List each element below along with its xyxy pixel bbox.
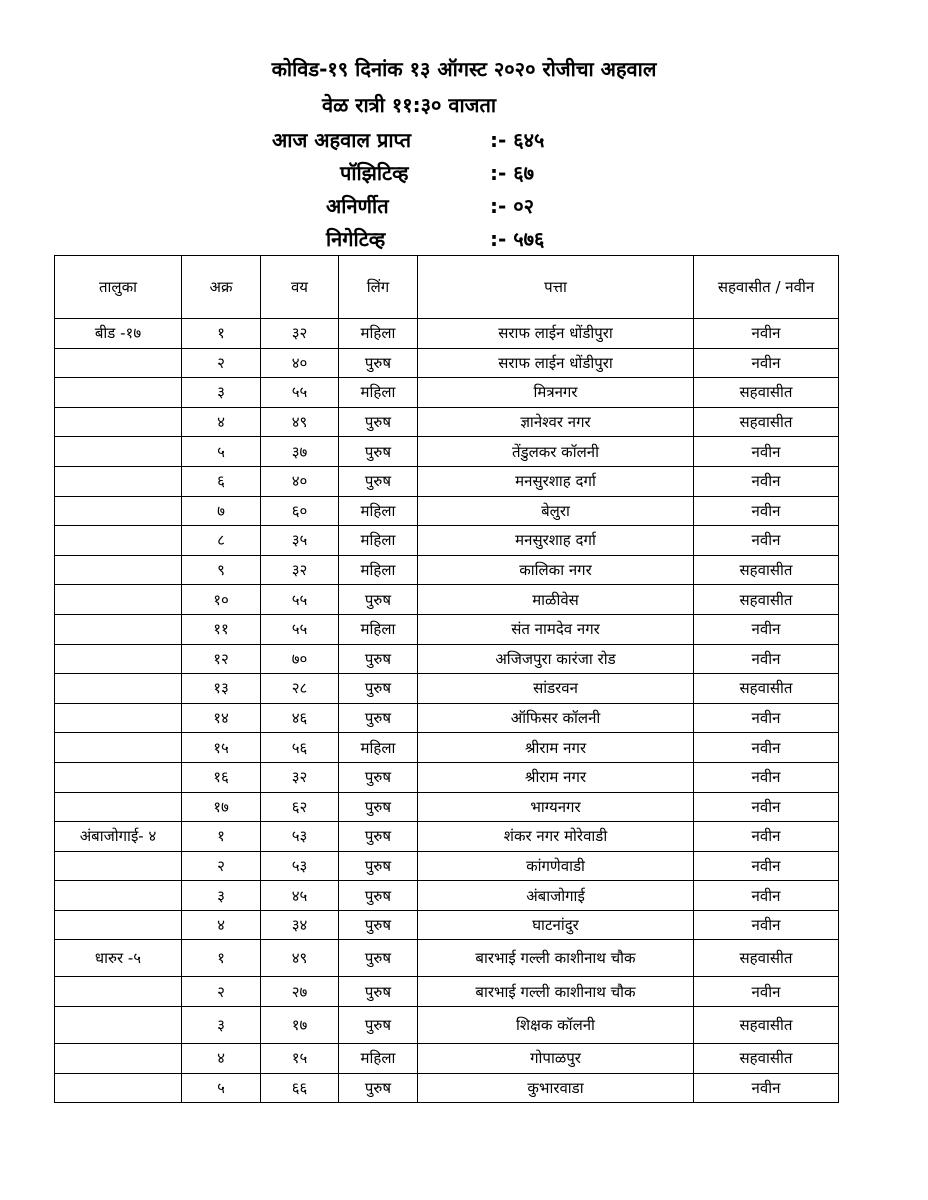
cell-status: नवीन bbox=[694, 703, 839, 733]
cell-address: सराफ लाईन धोंडीपुरा bbox=[418, 348, 694, 378]
cell-address: कांगणेवाडी bbox=[418, 851, 694, 881]
cell-status: सहवासीत bbox=[694, 407, 839, 437]
cell-serial: १४ bbox=[182, 703, 261, 733]
cell-taluka bbox=[55, 348, 182, 378]
cell-serial: ६ bbox=[182, 466, 261, 496]
cell-age: ४९ bbox=[261, 407, 339, 437]
cell-gender: महिला bbox=[339, 526, 418, 556]
cell-serial: १ bbox=[182, 822, 261, 852]
cell-serial: ८ bbox=[182, 526, 261, 556]
cell-gender: पुरुष bbox=[339, 1073, 418, 1103]
table-row bbox=[55, 466, 839, 496]
cell-status: नवीन bbox=[694, 496, 839, 526]
cell-taluka bbox=[55, 1044, 182, 1074]
cell-age: ५६ bbox=[261, 733, 339, 763]
cell-gender: महिला bbox=[339, 733, 418, 763]
cell-address: सराफ लाईन धोंडीपुरा bbox=[418, 319, 694, 349]
cell-taluka bbox=[55, 585, 182, 615]
cell-taluka: बीड -१७ bbox=[55, 319, 182, 349]
stat-received-label: आज अहवाल प्राप्त bbox=[272, 128, 412, 152]
cell-gender: पुरुष bbox=[339, 822, 418, 852]
cell-address: शिक्षक कॉलनी bbox=[418, 1007, 694, 1044]
cell-gender: महिला bbox=[339, 555, 418, 585]
cell-serial: ४ bbox=[182, 407, 261, 437]
col-header-gender: लिंग bbox=[339, 256, 418, 319]
table-body bbox=[55, 319, 839, 1103]
cell-age: ४० bbox=[261, 348, 339, 378]
table-row bbox=[55, 526, 839, 556]
cell-serial: १ bbox=[182, 319, 261, 349]
cell-address: भाग्यनगर bbox=[418, 792, 694, 822]
cell-address: बारभाई गल्ली काशीनाथ चौक bbox=[418, 940, 694, 977]
cell-taluka bbox=[55, 407, 182, 437]
table-row bbox=[55, 496, 839, 526]
cell-status: सहवासीत bbox=[694, 940, 839, 977]
table-row bbox=[55, 1073, 839, 1103]
cell-age: ६६ bbox=[261, 1073, 339, 1103]
cell-address: श्रीराम नगर bbox=[418, 762, 694, 792]
cell-status: सहवासीत bbox=[694, 585, 839, 615]
cell-status: नवीन bbox=[694, 644, 839, 674]
cell-address: माळीवेस bbox=[418, 585, 694, 615]
table-header-row bbox=[55, 256, 839, 319]
cell-address: गोपाळपुर bbox=[418, 1044, 694, 1074]
cell-age: ६० bbox=[261, 496, 339, 526]
cell-age: ३५ bbox=[261, 526, 339, 556]
cell-serial: ३ bbox=[182, 1007, 261, 1044]
col-header-serial: अक्र bbox=[182, 256, 261, 319]
cell-taluka bbox=[55, 703, 182, 733]
table-row bbox=[55, 585, 839, 615]
cell-gender: महिला bbox=[339, 496, 418, 526]
cell-taluka bbox=[55, 792, 182, 822]
cell-gender: महिला bbox=[339, 614, 418, 644]
cell-status: सहवासीत bbox=[694, 1044, 839, 1074]
cell-gender: पुरुष bbox=[339, 1007, 418, 1044]
cell-gender: पुरुष bbox=[339, 585, 418, 615]
cell-address: श्रीराम नगर bbox=[418, 733, 694, 763]
table-row bbox=[55, 644, 839, 674]
cell-status: नवीन bbox=[694, 792, 839, 822]
col-header-address: पत्ता bbox=[418, 256, 694, 319]
table-row bbox=[55, 1044, 839, 1074]
cell-serial: २ bbox=[182, 851, 261, 881]
cell-status: सहवासीत bbox=[694, 674, 839, 704]
cell-status: सहवासीत bbox=[694, 1007, 839, 1044]
cell-age: ५५ bbox=[261, 378, 339, 408]
cell-address: ज्ञानेश्वर नगर bbox=[418, 407, 694, 437]
cell-age: ५३ bbox=[261, 822, 339, 852]
cell-gender: पुरुष bbox=[339, 466, 418, 496]
cell-age: ५३ bbox=[261, 851, 339, 881]
table-row bbox=[55, 378, 839, 408]
cell-address: संत नामदेव नगर bbox=[418, 614, 694, 644]
cell-gender: पुरुष bbox=[339, 644, 418, 674]
cell-address: बारभाई गल्ली काशीनाथ चौक bbox=[418, 977, 694, 1007]
cell-status: सहवासीत bbox=[694, 555, 839, 585]
cell-taluka bbox=[55, 496, 182, 526]
cell-age: ४९ bbox=[261, 940, 339, 977]
cell-address: घाटनांदुर bbox=[418, 910, 694, 940]
cell-taluka bbox=[55, 977, 182, 1007]
table-row bbox=[55, 703, 839, 733]
table-row bbox=[55, 910, 839, 940]
stat-positive-label: पॉझिटिव्ह bbox=[340, 161, 409, 185]
cell-status: नवीन bbox=[694, 733, 839, 763]
cell-status: नवीन bbox=[694, 1073, 839, 1103]
table-row bbox=[55, 881, 839, 911]
cell-address: ऑफिसर कॉलनी bbox=[418, 703, 694, 733]
cell-taluka bbox=[55, 674, 182, 704]
table-row bbox=[55, 940, 839, 977]
cell-address: तेंडुलकर कॉलनी bbox=[418, 437, 694, 467]
cell-age: ३२ bbox=[261, 762, 339, 792]
cell-status: नवीन bbox=[694, 348, 839, 378]
cell-age: ५५ bbox=[261, 614, 339, 644]
cell-taluka bbox=[55, 378, 182, 408]
cell-taluka bbox=[55, 733, 182, 763]
cell-serial: ९ bbox=[182, 555, 261, 585]
cell-taluka: धारुर -५ bbox=[55, 940, 182, 977]
cell-serial: ५ bbox=[182, 437, 261, 467]
cell-gender: पुरुष bbox=[339, 940, 418, 977]
cell-serial: २ bbox=[182, 348, 261, 378]
cell-gender: पुरुष bbox=[339, 407, 418, 437]
cell-serial: १७ bbox=[182, 792, 261, 822]
stat-inconclusive-value: :- ०२ bbox=[490, 194, 535, 218]
cell-age: ५५ bbox=[261, 585, 339, 615]
stat-negative-value: :- ५७६ bbox=[490, 227, 545, 251]
cell-age: ७० bbox=[261, 644, 339, 674]
table-row bbox=[55, 851, 839, 881]
cell-age: ४० bbox=[261, 466, 339, 496]
cell-taluka: अंबाजोगाई- ४ bbox=[55, 822, 182, 852]
cell-status: नवीन bbox=[694, 822, 839, 852]
cell-age: ६२ bbox=[261, 792, 339, 822]
stat-positive-value: :- ६७ bbox=[490, 161, 535, 185]
cell-taluka bbox=[55, 614, 182, 644]
cell-gender: महिला bbox=[339, 1044, 418, 1074]
table-row bbox=[55, 407, 839, 437]
cell-gender: पुरुष bbox=[339, 703, 418, 733]
cell-status: नवीन bbox=[694, 851, 839, 881]
cell-age: ३२ bbox=[261, 319, 339, 349]
cell-taluka bbox=[55, 437, 182, 467]
col-header-age: वय bbox=[261, 256, 339, 319]
cell-taluka bbox=[55, 910, 182, 940]
table-row bbox=[55, 977, 839, 1007]
cell-address: कालिका नगर bbox=[418, 555, 694, 585]
report-title: कोविड-१९ दिनांक १३ ऑगस्ट २०२० रोजीचा अहवाल bbox=[271, 57, 657, 81]
cell-age: ४६ bbox=[261, 703, 339, 733]
cell-age: १७ bbox=[261, 1007, 339, 1044]
cell-serial: २ bbox=[182, 977, 261, 1007]
cell-status: नवीन bbox=[694, 466, 839, 496]
cell-gender: पुरुष bbox=[339, 437, 418, 467]
stat-received-value: :- ६४५ bbox=[490, 128, 545, 152]
cell-gender: महिला bbox=[339, 378, 418, 408]
col-header-taluka: तालुका bbox=[55, 256, 182, 319]
cell-serial: १ bbox=[182, 940, 261, 977]
cell-serial: ११ bbox=[182, 614, 261, 644]
cell-address: शंकर नगर मोरेवाडी bbox=[418, 822, 694, 852]
cell-status: नवीन bbox=[694, 614, 839, 644]
report-time: वेळ रात्री ११:३० वाजता bbox=[322, 93, 497, 117]
cell-taluka bbox=[55, 851, 182, 881]
table-row bbox=[55, 319, 839, 349]
cell-serial: १२ bbox=[182, 644, 261, 674]
cell-gender: पुरुष bbox=[339, 792, 418, 822]
cell-age: ३२ bbox=[261, 555, 339, 585]
table-row bbox=[55, 437, 839, 467]
cell-address: अंबाजोगाई bbox=[418, 881, 694, 911]
cell-status: नवीन bbox=[694, 319, 839, 349]
cell-taluka bbox=[55, 644, 182, 674]
table-row bbox=[55, 614, 839, 644]
cell-serial: ७ bbox=[182, 496, 261, 526]
cell-gender: पुरुष bbox=[339, 348, 418, 378]
col-header-status: सहवासीत / नवीन bbox=[694, 256, 839, 319]
stat-inconclusive-label: अनिर्णीत bbox=[326, 194, 389, 218]
cell-address: मित्रनगर bbox=[418, 378, 694, 408]
cell-address: मनसुरशाह दर्गा bbox=[418, 526, 694, 556]
cell-serial: ३ bbox=[182, 881, 261, 911]
cell-gender: पुरुष bbox=[339, 674, 418, 704]
cell-gender: पुरुष bbox=[339, 762, 418, 792]
cell-taluka bbox=[55, 555, 182, 585]
cell-taluka bbox=[55, 466, 182, 496]
table-row bbox=[55, 1007, 839, 1044]
table-row bbox=[55, 348, 839, 378]
cell-serial: १३ bbox=[182, 674, 261, 704]
cell-status: नवीन bbox=[694, 526, 839, 556]
cell-taluka bbox=[55, 881, 182, 911]
table-row bbox=[55, 822, 839, 852]
cell-age: ३४ bbox=[261, 910, 339, 940]
cell-age: २८ bbox=[261, 674, 339, 704]
cell-serial: १६ bbox=[182, 762, 261, 792]
cell-serial: ४ bbox=[182, 910, 261, 940]
cell-age: २७ bbox=[261, 977, 339, 1007]
cell-gender: पुरुष bbox=[339, 851, 418, 881]
cell-taluka bbox=[55, 1007, 182, 1044]
cell-serial: ३ bbox=[182, 378, 261, 408]
table-row bbox=[55, 555, 839, 585]
table-row bbox=[55, 674, 839, 704]
cell-status: नवीन bbox=[694, 437, 839, 467]
cell-age: ४५ bbox=[261, 881, 339, 911]
cell-gender: महिला bbox=[339, 319, 418, 349]
cell-address: कुभारवाडा bbox=[418, 1073, 694, 1103]
cell-serial: १५ bbox=[182, 733, 261, 763]
cell-status: नवीन bbox=[694, 881, 839, 911]
cell-address: मनसुरशाह दर्गा bbox=[418, 466, 694, 496]
cell-address: अजिजपुरा कारंजा रोड bbox=[418, 644, 694, 674]
cell-age: १५ bbox=[261, 1044, 339, 1074]
cell-age: ३७ bbox=[261, 437, 339, 467]
cell-status: नवीन bbox=[694, 762, 839, 792]
cell-serial: १० bbox=[182, 585, 261, 615]
cell-address: बेलुरा bbox=[418, 496, 694, 526]
cell-gender: पुरुष bbox=[339, 977, 418, 1007]
cell-gender: पुरुष bbox=[339, 910, 418, 940]
table-row bbox=[55, 792, 839, 822]
cell-taluka bbox=[55, 762, 182, 792]
cell-status: नवीन bbox=[694, 910, 839, 940]
cell-status: सहवासीत bbox=[694, 378, 839, 408]
patients-table bbox=[54, 255, 839, 1103]
table-row bbox=[55, 762, 839, 792]
cell-gender: पुरुष bbox=[339, 881, 418, 911]
cell-serial: ४ bbox=[182, 1044, 261, 1074]
stat-negative-label: निगेटिव्ह bbox=[326, 227, 386, 251]
cell-serial: ५ bbox=[182, 1073, 261, 1103]
cell-address: सांडरवन bbox=[418, 674, 694, 704]
table-row bbox=[55, 733, 839, 763]
cell-status: नवीन bbox=[694, 977, 839, 1007]
cell-taluka bbox=[55, 526, 182, 556]
cell-taluka bbox=[55, 1073, 182, 1103]
